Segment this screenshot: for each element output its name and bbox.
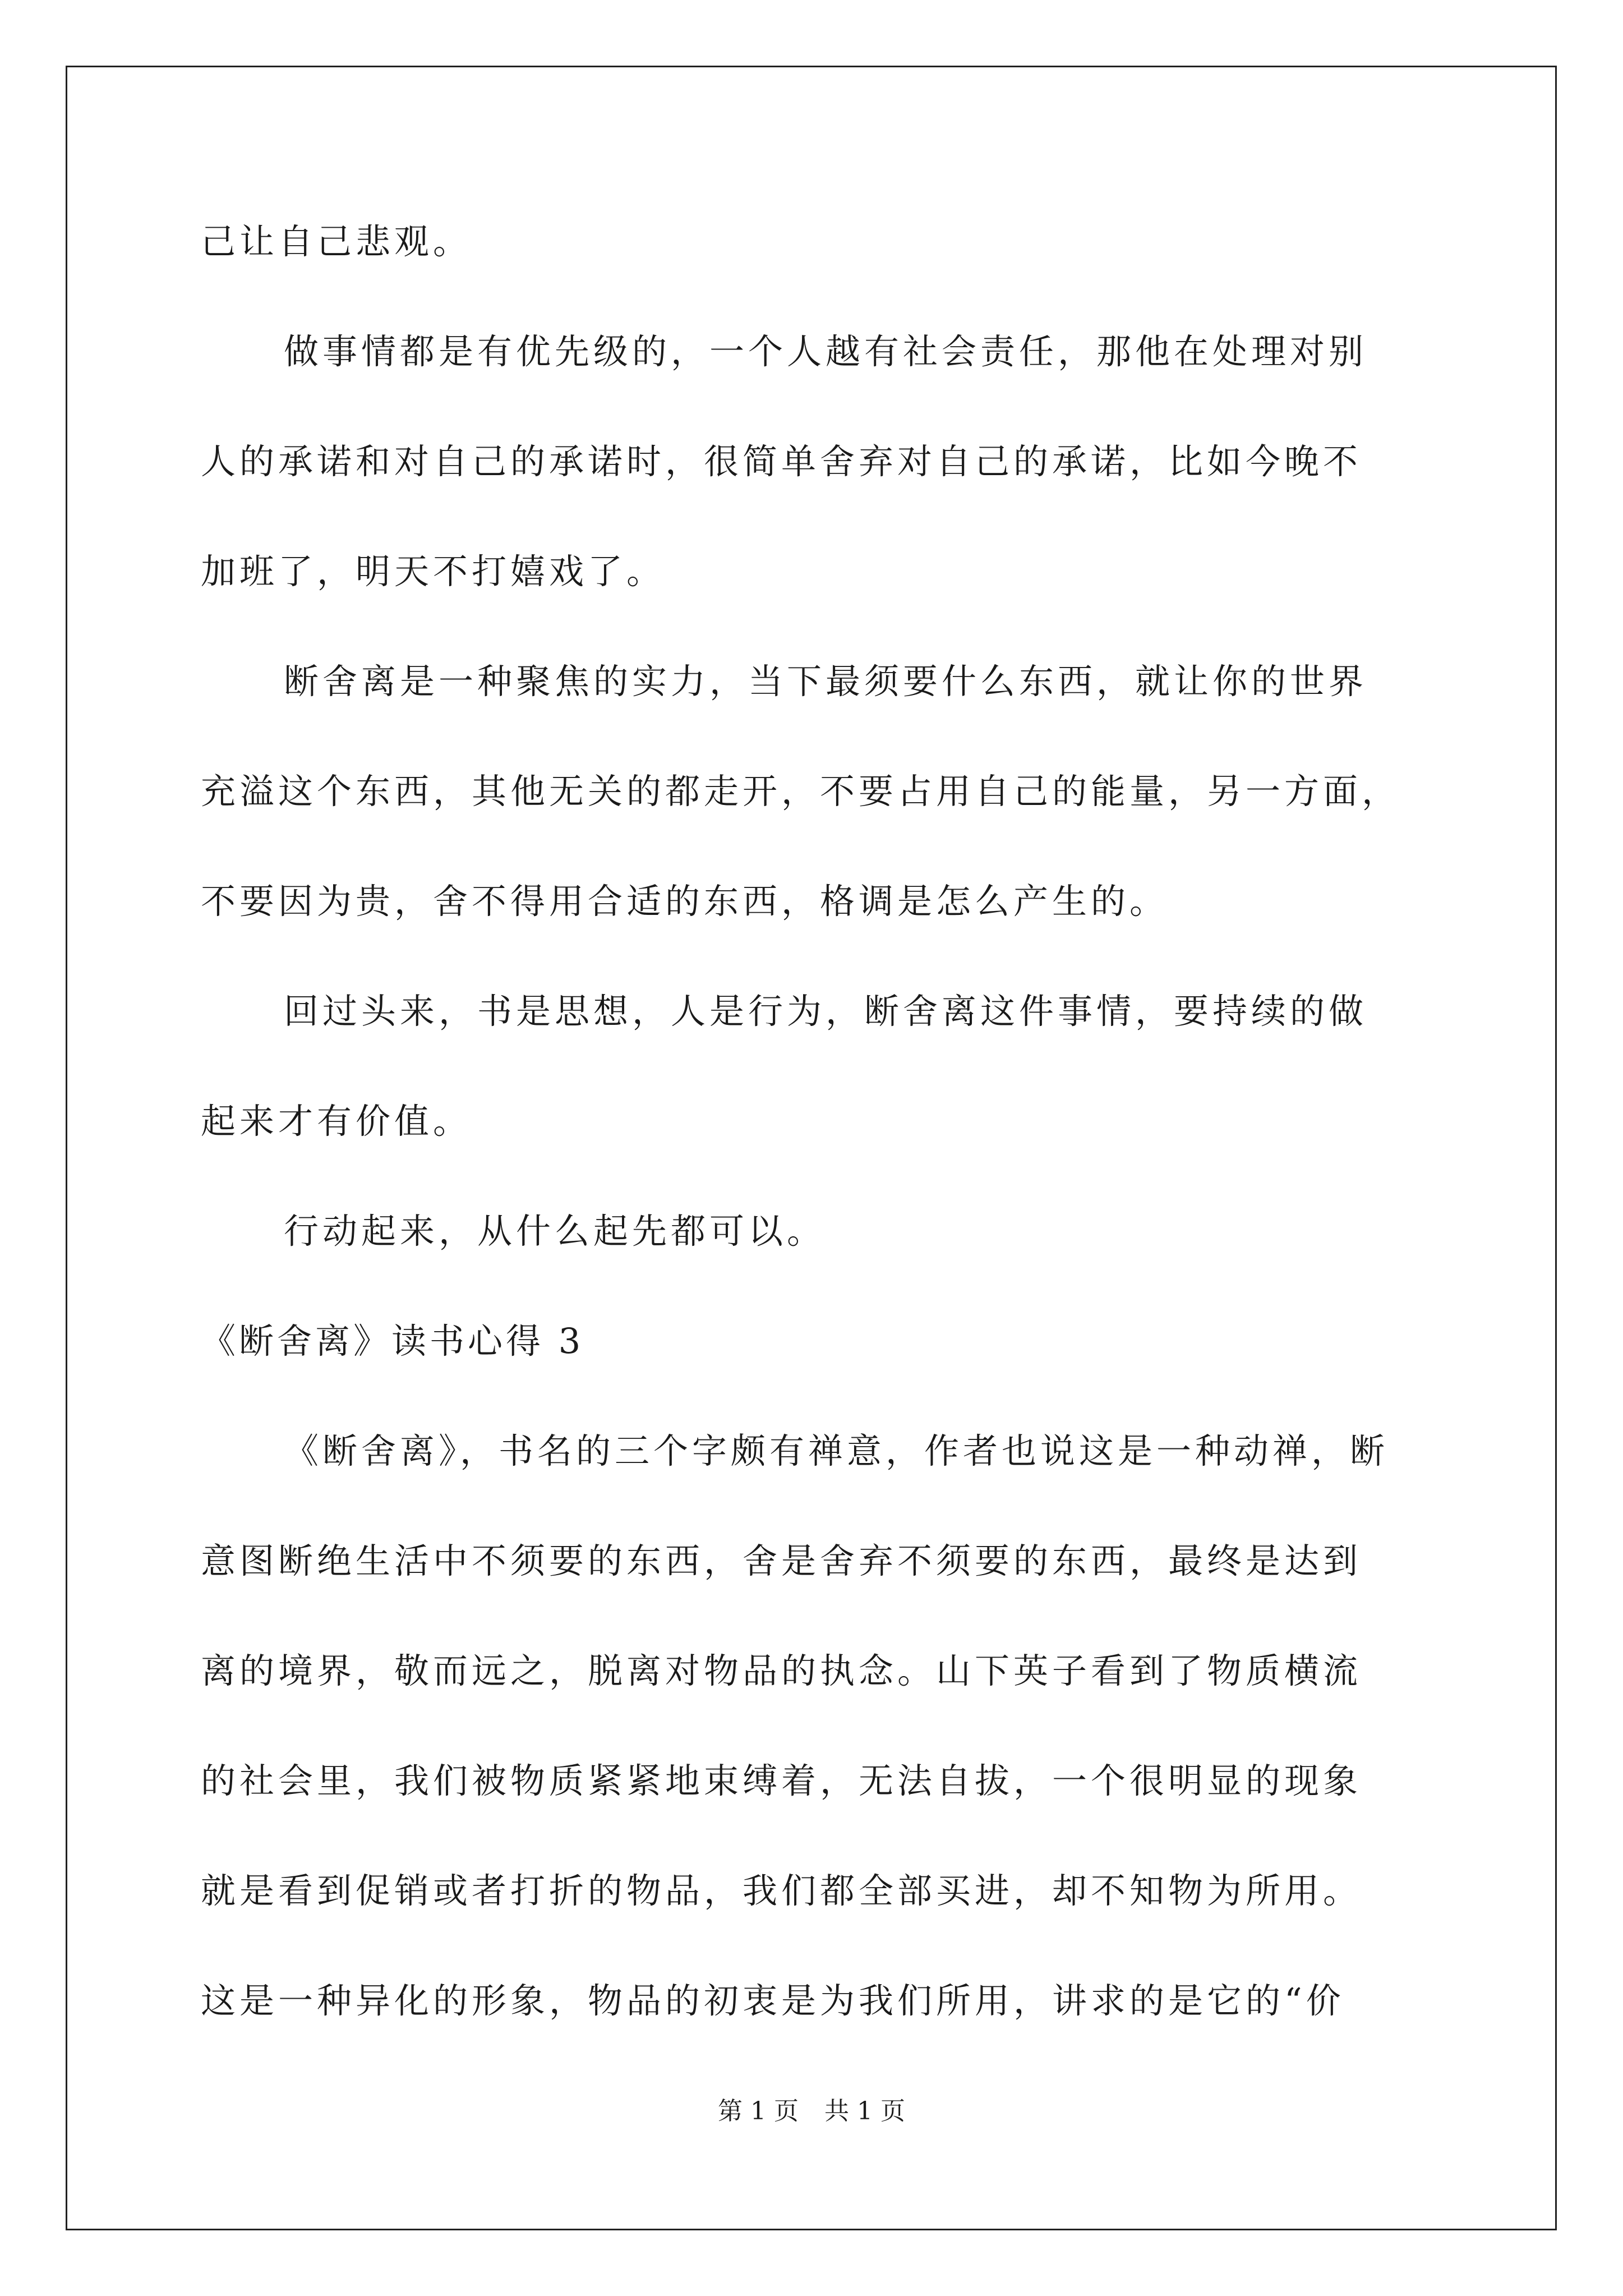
text-line: 加班了，明天不打嬉戏了。 [201,551,666,592]
text-line: 离的境界，敬而远之，脱离对物品的执念。山下英子看到了物质横流 [201,1650,1362,1691]
page-footer [0,2095,1623,2128]
text-line: 起来才有价值。 [201,1101,472,1142]
section-heading: 《断舍离》读书心得 3 [201,1320,584,1361]
page-total: 共 1 页 [824,2097,905,2125]
text-line: 不要因为贵，舍不得用合适的东西，格调是怎么产生的。 [201,881,1169,922]
paragraph-start-line: 回过头来，书是思想，人是行为，断舍离这件事情，要持续的做 [284,991,1368,1032]
text-line: 己让自己悲观。 [201,221,472,262]
page-number: 第 1 页 [718,2097,799,2125]
document-body [201,214,1461,2083]
text-line: 充溢这个东西，其他无关的都走开，不要占用自己的能量，另一方面， [201,771,1401,812]
text-line: 的社会里，我们被物质紧紧地束缚着，无法自拔，一个很明显的现象 [201,1760,1362,1801]
paragraph-start-line: 《断舍离》，书名的三个字颇有禅意，作者也说这是一种动禅，断 [284,1430,1389,1471]
text-line: 人的承诺和对自己的承诺时，很简单舍弃对自己的承诺，比如今晚不 [201,441,1362,482]
text-line: 这是一种异化的形象，物品的初衷是为我们所用，讲求的是它的“价 [201,1980,1345,2021]
text-line: 就是看到促销或者打折的物品，我们都全部买进，却不知物为所用。 [201,1870,1362,1911]
text-line: 意图断绝生活中不须要的东西，舍是舍弃不须要的东西，最终是达到 [201,1540,1362,1581]
paragraph-start-line: 做事情都是有优先级的，一个人越有社会责任，那他在处理对别 [284,331,1368,372]
paragraph-start-line: 行动起来，从什么起先都可以。 [284,1211,826,1251]
paragraph-start-line: 断舍离是一种聚焦的实力，当下最须要什么东西，就让你的世界 [284,661,1368,702]
